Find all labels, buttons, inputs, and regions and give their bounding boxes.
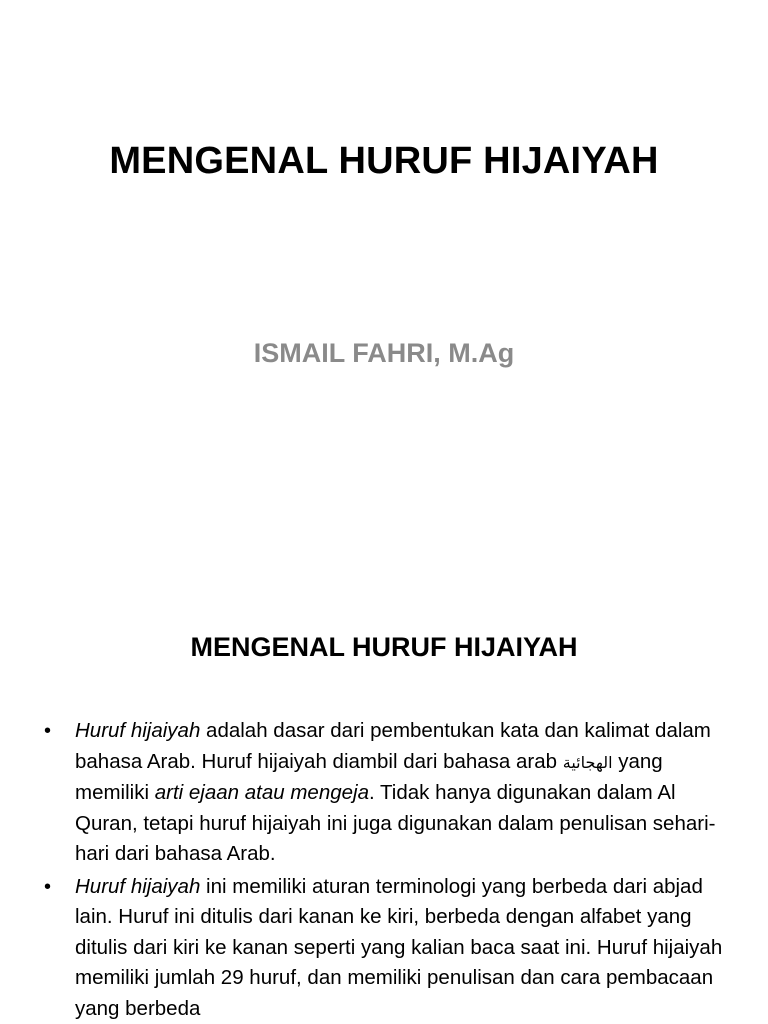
bullet-item-1 xyxy=(44,716,734,870)
term-emphasis: Huruf hijaiyah xyxy=(75,874,201,898)
bullet-text: adalah dasar dari pembentukan kata dan kalimat dalam bahasa Arab. Huruf hijaiyah diambil dari bahasa arab xyxy=(75,719,711,773)
arabic-word: الهجائية xyxy=(562,752,613,772)
slide-title: MENGENAL HURUF HIJAIYAH xyxy=(109,140,659,182)
bullet-text: . Tidak hanya digunakan dalam Al Quran, tetapi huruf hijaiyah ini juga digunakan dalam penulisan sehari-hari dari bahasa Arab. xyxy=(75,781,716,865)
bullet-text: yang memiliki xyxy=(75,749,663,804)
bullet-text: ini memiliki aturan terminologi yang berbeda dari abjad lain. Huruf ini ditulis dari kanan ke kiri, berbeda dengan alfabet yang ditulis dari kiri ke kanan seperti yang kalian baca saat ini. Huruf hijaiyah memiliki jumlah 29 huruf, dan memiliki penulisan dan cara pembacaan yang berbeda xyxy=(75,874,723,1020)
meaning-emphasis: arti ejaan atau mengeja xyxy=(154,781,369,804)
slide-subtitle-author: ISMAIL FAHRI, M.Ag xyxy=(253,338,515,368)
section-title: MENGENAL HURUF HIJAIYAH xyxy=(190,632,578,662)
bullet-icon: • xyxy=(44,720,52,742)
bullet-icon: • xyxy=(44,875,52,898)
bullet-item-2 xyxy=(44,872,734,1024)
term-emphasis: Huruf hijaiyah xyxy=(75,719,201,742)
bullet-list xyxy=(44,716,734,1024)
